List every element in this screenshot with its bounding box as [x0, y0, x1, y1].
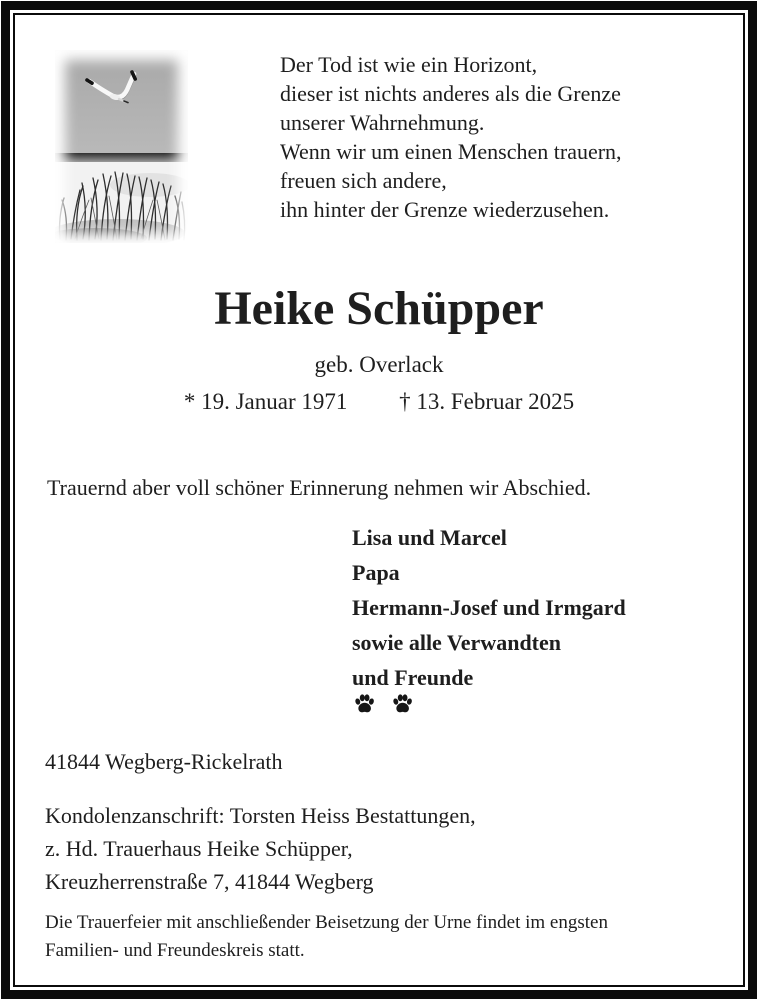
poem-line: Wenn wir um einen Menschen trauern,	[280, 139, 622, 164]
mourner-line: Papa	[352, 560, 400, 585]
poem-line: Der Tod ist wie ein Horizont,	[280, 52, 538, 77]
location-text: 41844 Wegberg-Rickelrath	[45, 749, 283, 774]
poem-line: ihn hinter der Grenze wiederzusehen.	[280, 197, 610, 222]
poem-line: unserer Wahrnehmung.	[280, 110, 485, 135]
condolence-line: Kondolenzanschrift: Torsten Heiss Bestattungen,	[45, 803, 476, 828]
condolence-line: z. Hd. Trauerhaus Heike Schüpper,	[45, 836, 353, 861]
paw-print-icon	[391, 692, 414, 714]
deceased-name: Heike Schüpper	[214, 282, 544, 335]
mourners-list	[352, 520, 626, 695]
birth-date: * 19. Januar 1971	[183, 389, 348, 414]
funeral-notice-line: Die Trauerfeier mit anschließender Beisetzung der Urne findet im engsten	[45, 912, 608, 933]
paw-prints	[353, 692, 414, 714]
mourner-line: und Freunde	[352, 665, 474, 690]
mourner-line: Hermann-Josef und Irmgard	[352, 595, 626, 620]
funeral-notice-line: Familien- und Freundeskreis statt.	[45, 940, 305, 961]
poem-line: freuen sich andere,	[280, 168, 447, 193]
mourner-line: sowie alle Verwandten	[352, 630, 561, 655]
farewell-text: Trauernd aber voll schöner Erinnerung nehmen wir Abschied.	[47, 475, 592, 500]
memorial-photo	[55, 50, 188, 243]
paw-print-icon	[353, 692, 376, 714]
death-date: † 13. Februar 2025	[399, 389, 575, 414]
maiden-name: geb. Overlack	[314, 352, 444, 377]
poem	[280, 50, 622, 224]
poem-line: dieser ist nichts anderes als die Grenze	[280, 81, 621, 106]
mourner-line: Lisa und Marcel	[352, 525, 507, 550]
funeral-notice	[45, 909, 608, 965]
condolence-address	[45, 799, 476, 898]
life-dates	[0, 389, 758, 415]
photo-vignette	[55, 50, 188, 243]
condolence-line: Kreuzherrenstraße 7, 41844 Wegberg	[45, 869, 374, 894]
